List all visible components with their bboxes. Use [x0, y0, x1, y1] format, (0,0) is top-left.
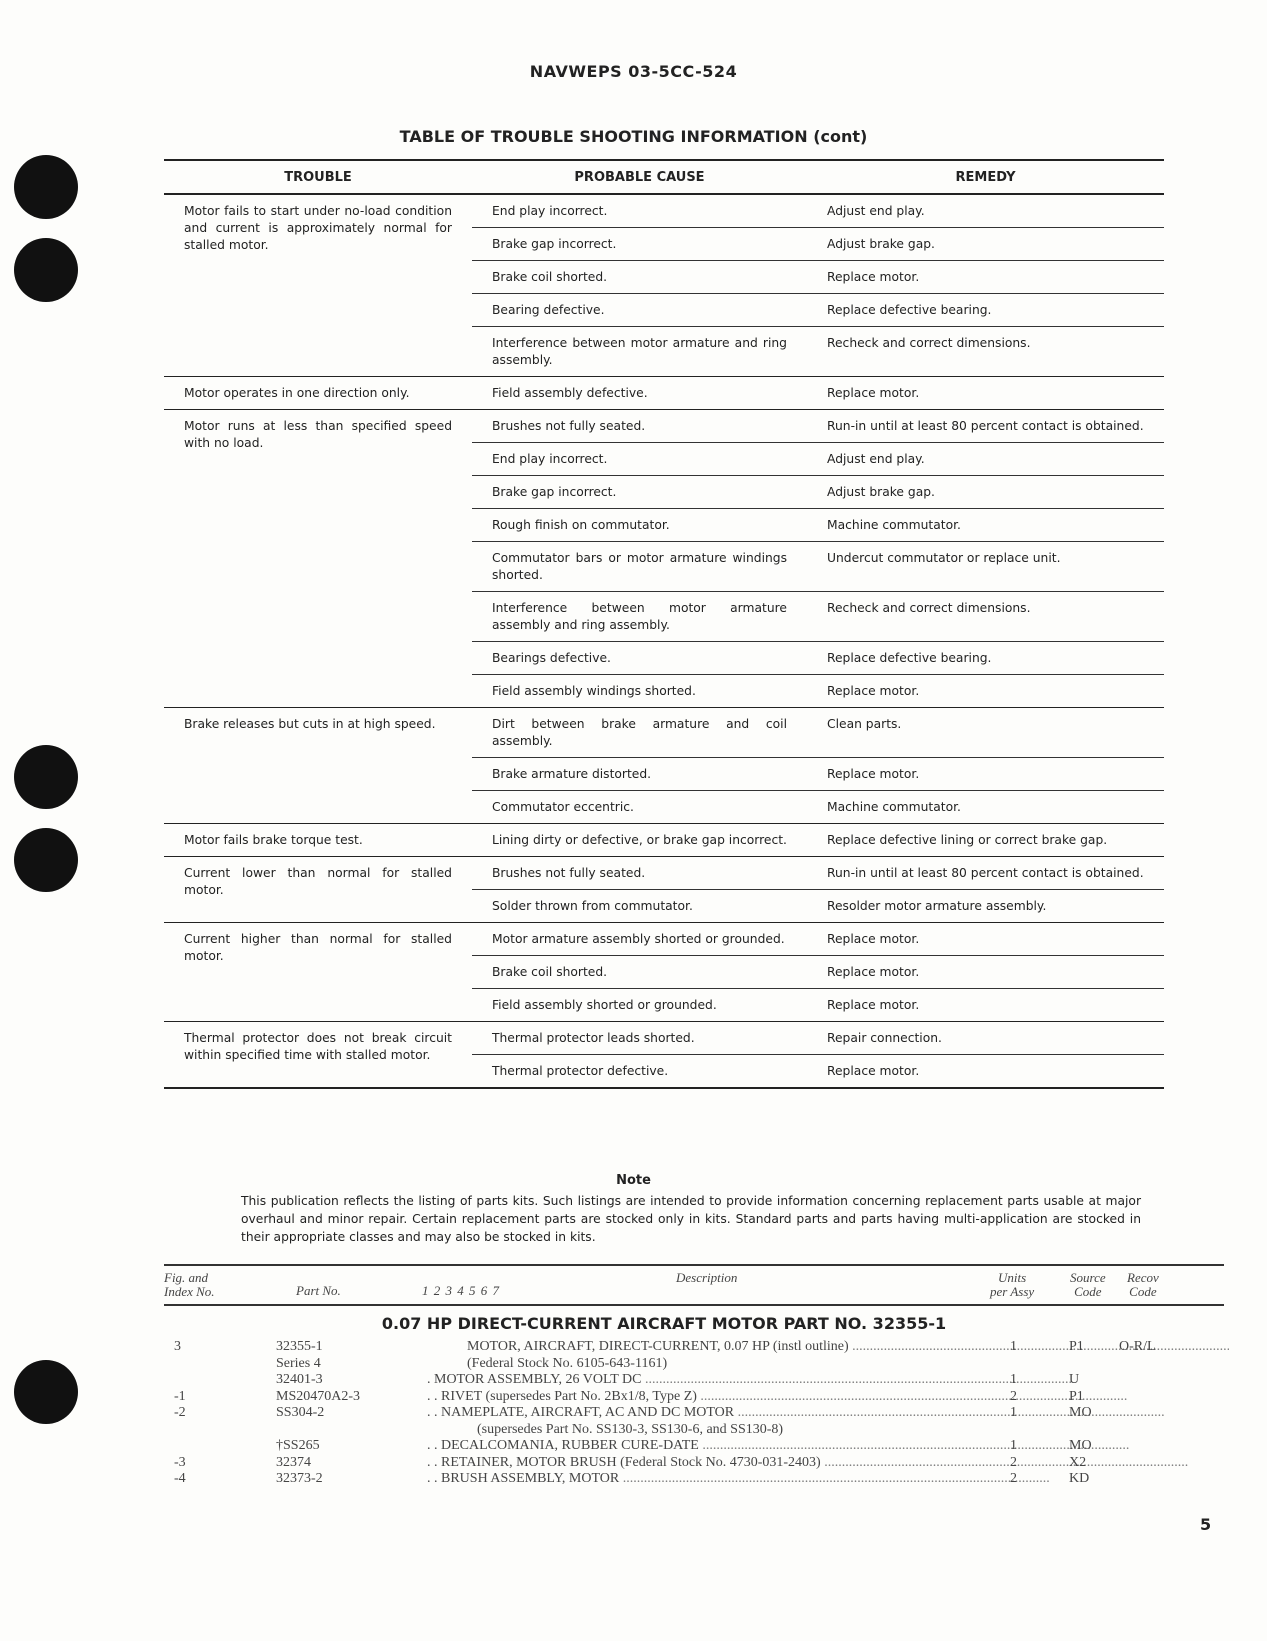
- part-number: 32355-1: [276, 1339, 323, 1354]
- part-number: SS304-2: [276, 1405, 325, 1420]
- parts-list-header: [164, 1264, 1224, 1306]
- trouble-cell: Motor fails brake torque test.: [164, 824, 472, 857]
- cause-cell: Bearings defective.: [472, 642, 807, 675]
- table-row: [164, 923, 1164, 956]
- parts-list: [164, 1264, 1224, 1488]
- hdr-source: Source Code: [1070, 1270, 1106, 1299]
- part-index: -4: [174, 1471, 186, 1486]
- punch-hole: [14, 828, 78, 892]
- parts-row: [164, 1405, 1224, 1422]
- part-description: MOTOR, AIRCRAFT, DIRECT-CURRENT, 0.07 HP (instl outline) .....: [427, 1339, 1229, 1355]
- parts-row: [164, 1389, 1224, 1406]
- remedy-cell: Machine commutator.: [807, 509, 1164, 542]
- part-number: Series 4: [276, 1355, 321, 1371]
- col-cause: PROBABLE CAUSE: [472, 160, 807, 194]
- remedy-cell: Machine commutator.: [807, 791, 1164, 824]
- remedy-cell: Recheck and correct dimensions.: [807, 592, 1164, 642]
- part-description: . . NAMEPLATE, AIRCRAFT, AC AND DC MOTOR .....: [427, 1405, 1189, 1421]
- parts-row: [164, 1356, 1224, 1373]
- units-per-assy: 1: [1010, 1438, 1017, 1453]
- page-number: 5: [1200, 1515, 1212, 1534]
- troubleshooting-table: [164, 159, 1164, 1089]
- trouble-cell: Current lower than normal for stalled motor.: [164, 857, 472, 923]
- remedy-cell: Replace defective lining or correct brake gap.: [807, 824, 1164, 857]
- cause-cell: Brake armature distorted.: [472, 758, 807, 791]
- table-row: [164, 857, 1164, 890]
- cause-cell: Thermal protector defective.: [472, 1055, 807, 1089]
- remedy-cell: Replace motor.: [807, 377, 1164, 410]
- note-text: This publication reflects the listing of parts kits. Such listings are intended to provide information concerning replacement parts usable at major overhaul and minor repair. Certain replacement parts are stocked only in kits. Standard parts and parts having multi-application are stocked in their appropriate classes and may also be stocked in kits.: [241, 1194, 1141, 1244]
- remedy-cell: Recheck and correct dimensions.: [807, 327, 1164, 377]
- remedy-cell: Replace motor.: [807, 1055, 1164, 1089]
- part-number: †SS265: [276, 1438, 320, 1453]
- cause-cell: Dirt between brake armature and coil assembly.: [472, 708, 807, 758]
- parts-row: [164, 1372, 1224, 1389]
- hdr-units: Units per Assy: [990, 1270, 1035, 1299]
- cause-cell: Brushes not fully seated.: [472, 857, 807, 890]
- note-heading: Note: [616, 1173, 651, 1188]
- source-code: MO: [1069, 1438, 1092, 1453]
- remedy-cell: Adjust end play.: [807, 194, 1164, 228]
- remedy-cell: Replace defective bearing.: [807, 294, 1164, 327]
- cause-cell: Bearing defective.: [472, 294, 807, 327]
- part-description: (Federal Stock No. 6105-643-1161): [467, 1355, 668, 1371]
- part-index: -1: [174, 1388, 186, 1404]
- source-code: P1: [1069, 1339, 1084, 1354]
- remedy-cell: Run-in until at least 80 percent contact is obtained.: [807, 410, 1164, 443]
- cause-cell: Brushes not fully seated.: [472, 410, 807, 443]
- remedy-cell: Adjust brake gap.: [807, 476, 1164, 509]
- remedy-cell: Resolder motor armature assembly.: [807, 890, 1164, 923]
- hdr-levels: 1 2 3 4 5 6 7: [422, 1283, 500, 1298]
- cause-cell: Commutator bars or motor armature windings shorted.: [472, 542, 807, 592]
- cause-cell: End play incorrect.: [472, 443, 807, 476]
- cause-cell: Brake coil shorted.: [472, 261, 807, 294]
- part-number: MS20470A2-3: [276, 1388, 361, 1404]
- trouble-cell: Motor fails to start under no-load condition and current is approximately normal for stalled motor.: [164, 194, 472, 377]
- remedy-cell: Replace motor.: [807, 989, 1164, 1022]
- hdr-part: Part No.: [296, 1283, 341, 1298]
- part-description: (supersedes Part No. SS130-3, SS130-6, and SS130-8): [477, 1421, 784, 1437]
- units-per-assy: 2: [1010, 1454, 1017, 1470]
- source-code: P1: [1069, 1388, 1084, 1404]
- part-description: . . RIVET (supersedes Part No. 2Bx1/8, Type Z) .....: [427, 1389, 1189, 1405]
- remedy-cell: Replace motor.: [807, 956, 1164, 989]
- units-per-assy: 1: [1010, 1405, 1017, 1420]
- cause-cell: Interference between motor armature assembly and ring assembly.: [472, 592, 807, 642]
- part-index: -2: [174, 1405, 186, 1420]
- parts-row: [164, 1455, 1224, 1472]
- hdr-description: Description: [676, 1270, 738, 1285]
- cause-cell: Field assembly windings shorted.: [472, 675, 807, 708]
- cause-cell: Field assembly defective.: [472, 377, 807, 410]
- cause-cell: Brake gap incorrect.: [472, 476, 807, 509]
- punch-hole: [14, 155, 78, 219]
- cause-cell: Thermal protector leads shorted.: [472, 1022, 807, 1055]
- units-per-assy: 1: [1010, 1339, 1017, 1354]
- table-row: [164, 377, 1164, 410]
- parts-row: [164, 1339, 1224, 1356]
- source-code: U: [1069, 1372, 1080, 1387]
- punch-hole: [14, 1360, 78, 1424]
- punch-hole: [14, 238, 78, 302]
- part-description: . . RETAINER, MOTOR BRUSH (Federal Stock No. 4730-031-2403) .....: [427, 1455, 1189, 1471]
- table-title: TABLE OF TROUBLE SHOOTING INFORMATION (cont): [399, 127, 868, 146]
- remedy-cell: Replace motor.: [807, 758, 1164, 791]
- part-index: -3: [174, 1454, 186, 1470]
- table-row: [164, 1022, 1164, 1055]
- col-remedy: REMEDY: [807, 160, 1164, 194]
- remedy-cell: Adjust brake gap.: [807, 228, 1164, 261]
- remedy-cell: Replace motor.: [807, 261, 1164, 294]
- recov-code: O-R/L: [1119, 1339, 1156, 1354]
- punch-hole: [14, 745, 78, 809]
- trouble-cell: Motor runs at less than specified speed with no load.: [164, 410, 472, 708]
- source-code: X2: [1069, 1454, 1087, 1470]
- cause-cell: Rough finish on commutator.: [472, 509, 807, 542]
- source-code: MO: [1069, 1405, 1092, 1420]
- part-description: . . BRUSH ASSEMBLY, MOTOR .....: [427, 1471, 1189, 1487]
- remedy-cell: Replace motor.: [807, 923, 1164, 956]
- parts-list-title: 0.07 HP DIRECT-CURRENT AIRCRAFT MOTOR PART NO. 32355-1: [381, 1314, 947, 1333]
- cause-cell: Motor armature assembly shorted or grounded.: [472, 923, 807, 956]
- table-row: [164, 410, 1164, 443]
- part-number: 32373-2: [276, 1471, 323, 1486]
- cause-cell: Brake coil shorted.: [472, 956, 807, 989]
- part-index: 3: [174, 1339, 181, 1354]
- units-per-assy: 2: [1010, 1388, 1017, 1404]
- trouble-cell: Brake releases but cuts in at high speed.: [164, 708, 472, 824]
- trouble-cell: Thermal protector does not break circuit within specified time with stalled motor.: [164, 1022, 472, 1089]
- cause-cell: Brake gap incorrect.: [472, 228, 807, 261]
- remedy-cell: Replace motor.: [807, 675, 1164, 708]
- table-row: [164, 824, 1164, 857]
- part-number: 32401-3: [276, 1372, 323, 1387]
- cause-cell: Solder thrown from commutator.: [472, 890, 807, 923]
- table-row: [164, 194, 1164, 228]
- part-description: . . DECALCOMANIA, RUBBER CURE-DATE .....: [427, 1438, 1189, 1454]
- remedy-cell: Run-in until at least 80 percent contact is obtained.: [807, 857, 1164, 890]
- cause-cell: End play incorrect.: [472, 194, 807, 228]
- cause-cell: Field assembly shorted or grounded.: [472, 989, 807, 1022]
- remedy-cell: Clean parts.: [807, 708, 1164, 758]
- remedy-cell: Replace defective bearing.: [807, 642, 1164, 675]
- col-trouble: TROUBLE: [164, 160, 472, 194]
- hdr-fig: Fig. and Index No.: [164, 1270, 215, 1299]
- parts-row: [164, 1438, 1224, 1455]
- hdr-recov: Recov Code: [1127, 1270, 1159, 1299]
- cause-cell: Lining dirty or defective, or brake gap incorrect.: [472, 824, 807, 857]
- remedy-cell: Adjust end play.: [807, 443, 1164, 476]
- parts-row: [164, 1422, 1224, 1439]
- document-header: NAVWEPS 03-5CC-524: [529, 62, 738, 81]
- trouble-cell: Current higher than normal for stalled motor.: [164, 923, 472, 1022]
- trouble-cell: Motor operates in one direction only.: [164, 377, 472, 410]
- table-row: [164, 708, 1164, 758]
- units-per-assy: 2: [1010, 1471, 1017, 1486]
- parts-row: [164, 1471, 1224, 1488]
- remedy-cell: Repair connection.: [807, 1022, 1164, 1055]
- part-description: . MOTOR ASSEMBLY, 26 VOLT DC .....: [427, 1372, 1189, 1388]
- cause-cell: Interference between motor armature and ring assembly.: [472, 327, 807, 377]
- cause-cell: Commutator eccentric.: [472, 791, 807, 824]
- units-per-assy: 1: [1010, 1372, 1017, 1387]
- source-code: KD: [1069, 1471, 1090, 1486]
- remedy-cell: Undercut commutator or replace unit.: [807, 542, 1164, 592]
- part-number: 32374: [276, 1454, 311, 1470]
